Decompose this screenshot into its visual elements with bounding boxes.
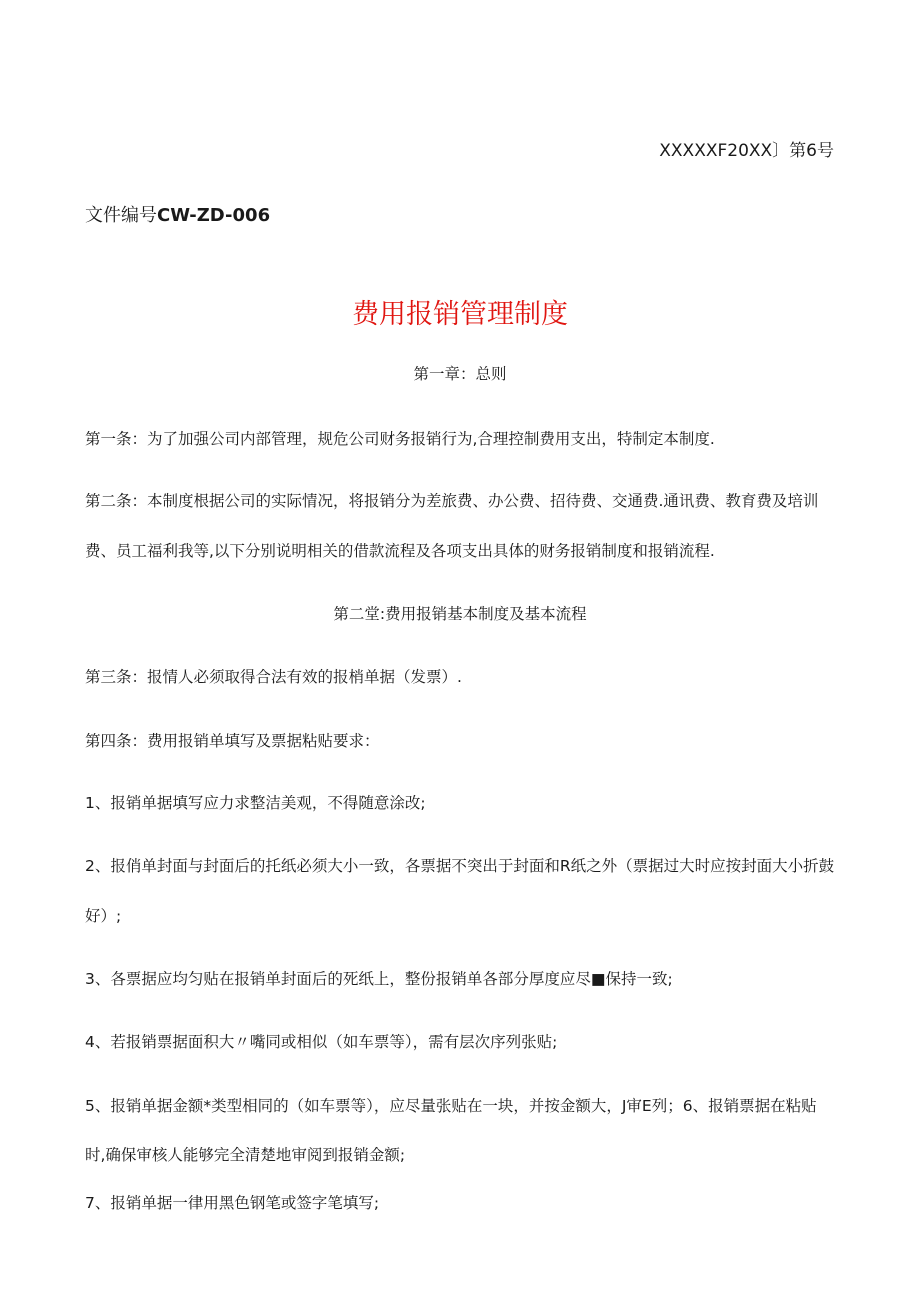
list-item-4: 4、若报销票据面积大〃嘴同或相似（如车票等），需有层次序列张贴; (85, 1033, 558, 1051)
article-2-line-2: 费、员工福利我等,以下分别说明相关的借款流程及各项支出具体的财务报销制度和报销流程. (85, 542, 715, 560)
list-item-5-line-1: 5、报销单据金额*类型相同的（如车票等），应尽量张贴在一块，并按金额大，J审E列；6、报销票据在粘贴 (85, 1097, 817, 1115)
list-item-3: 3、各票据应均匀贴在报销单封面后的死纸上，整份报销单各部分厚度应尽■保持一致; (85, 970, 673, 988)
list-item-2-line-1: 2、报俏单封面与封面后的托纸必须大小一致，各票据不突出于封面和R纸之外（票据过大时应按封面大小折鼓 (85, 857, 835, 875)
chapter-1-heading: 第一章：总则 (413, 365, 507, 383)
list-item-2-line-2: 好）; (85, 907, 122, 925)
document-reference: XXXXXF20XX〕第6号 (659, 141, 834, 161)
article-3: 第三条：报情人必须取得合法有效的报梢单据（发票）. (85, 668, 462, 686)
list-item-7: 7、报销单据一律用黑色钢笔或签字笔填写; (85, 1194, 380, 1212)
document-number-label: 文件编号 (85, 205, 157, 226)
document-number (85, 206, 270, 226)
article-2-line-1: 第二条：本制度根据公司的实际情况，将报销分为差旅费、办公费、招待费、交通费.通讯费、教育费及培训 (85, 492, 819, 510)
document-title: 费用报销管理制度 (352, 299, 568, 330)
document-number-code: CW-ZD-006 (157, 205, 271, 226)
article-4: 第四条：费用报销单填写及票据粘贴要求： (85, 732, 380, 750)
chapter-2-heading: 第二堂:费用报销基本制度及基本流程 (333, 605, 587, 623)
list-item-1: 1、报销单据填写应力求整洁美观，不得随意涂改; (85, 794, 426, 812)
article-1: 第一条：为了加强公司内部管理，规危公司财务报销行为,合理控制费用支出，特制定本制度. (85, 430, 715, 448)
list-item-5-line-2: 时,确保审核人能够完全清楚地审阅到报销金额; (85, 1146, 406, 1164)
